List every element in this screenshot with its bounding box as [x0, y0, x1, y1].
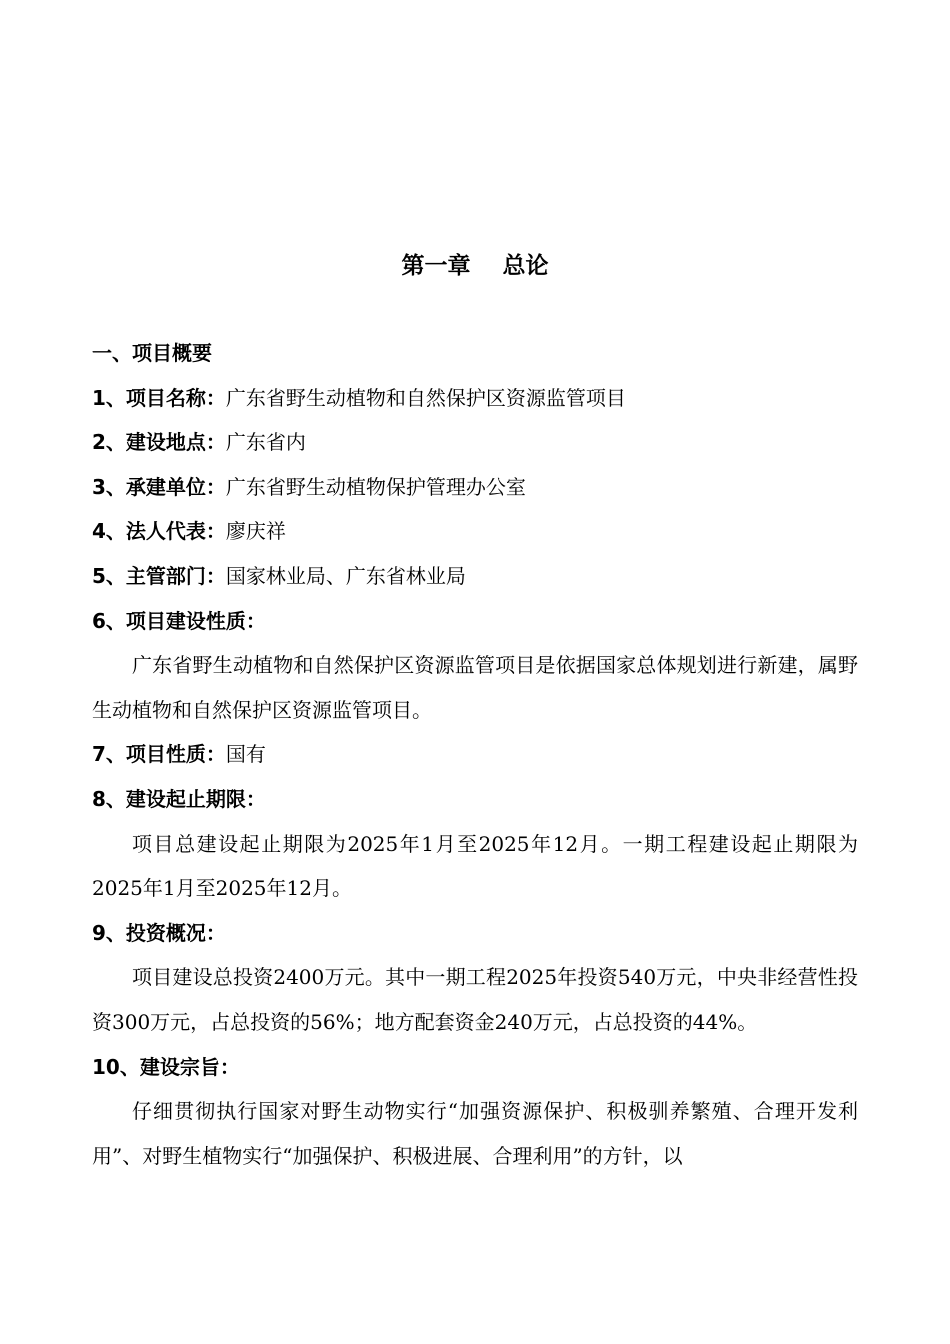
item-label: 7、项目性质： [92, 742, 226, 767]
item-label: 4、法人代表： [92, 519, 226, 544]
item-purpose-paragraph: 仔细贯彻执行国家对野生动物实行“加强资源保护、积极驯养繁殖、合理开发利用”、对野生植物实行“加强保护、积极进展、合理利用”的方针，以 [92, 1099, 858, 1168]
item-label: 1、项目名称： [92, 385, 226, 410]
item-value: 廖庆祥 [225, 519, 286, 544]
item-value: 广东省野生动植物保护管理办公室 [225, 474, 526, 499]
item-legal-rep [92, 509, 858, 554]
item-label: 3、承建单位： [92, 474, 226, 499]
item-label: 2、建设地点： [92, 430, 226, 455]
item-period-paragraph: 项目总建设起止期限为2025年1月至2025年12月。一期工程建设起止期限为2025年1月至2025年12月。 [92, 831, 858, 901]
item-investment-paragraph: 项目建设总投资2400万元。其中一期工程2025年投资540万元，中央非经营性投资300万元，占总投资的56%；地方配套资金240万元，占总投资的44%。 [92, 965, 858, 1034]
item-project-name [92, 376, 858, 421]
chapter-title: 第一章 总论 [401, 253, 549, 279]
item-period-label: 8、建设起止期限： [92, 786, 266, 811]
item-investment-label: 9、投资概况： [92, 920, 226, 945]
item-construction-nature-label: 6、项目建设性质： [92, 608, 266, 633]
document-body [92, 331, 858, 1178]
item-purpose-label: 10、建设宗旨： [92, 1054, 240, 1079]
item-value: 广东省野生动植物和自然保护区资源监管项目 [225, 385, 626, 410]
item-construction-nature-paragraph: 广东省野生动植物和自然保护区资源监管项目是依据国家总体规划进行新建，属野生动植物和自然保护区资源监管项目。 [92, 653, 858, 722]
section-heading: 一、项目概要 [92, 341, 212, 365]
item-value: 国有 [225, 742, 266, 767]
item-authority [92, 554, 858, 599]
item-value: 广东省内 [225, 430, 306, 455]
item-label: 5、主管部门： [92, 563, 226, 588]
item-contractor [92, 465, 858, 510]
item-value: 国家林业局、广东省林业局 [225, 563, 466, 588]
item-project-nature [92, 732, 858, 777]
item-location [92, 420, 858, 465]
